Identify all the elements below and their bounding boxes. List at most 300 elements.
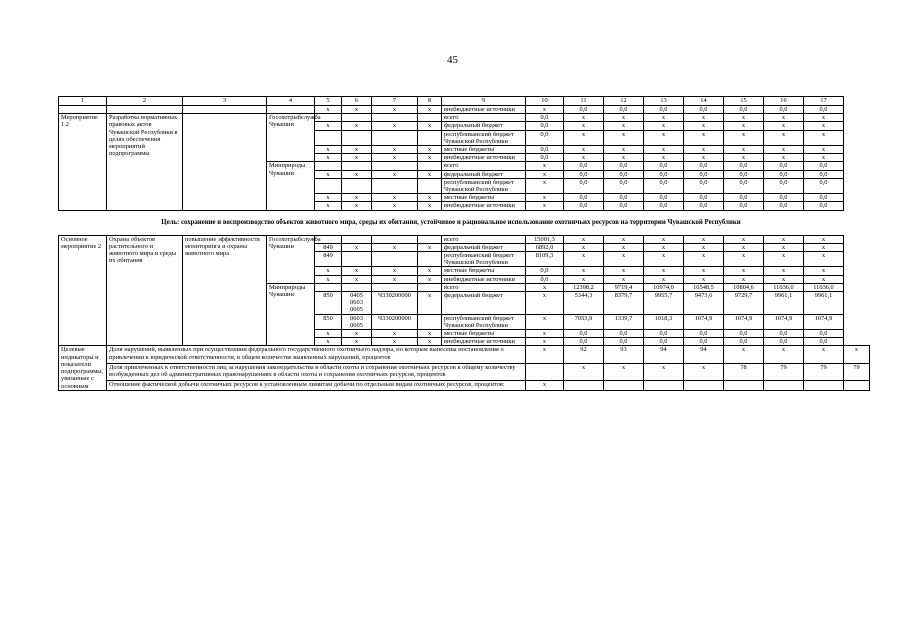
funding-source: всего	[442, 235, 526, 243]
goal-text: Цель: сохранение и воспроизводство объектов животного мира, среды их обитания, устойчивое и рациональное использование охотничьих ресурсов на территории Чувашской Республики	[59, 210, 844, 235]
value-cell: 0,0	[644, 162, 684, 170]
continuation-row	[59, 106, 870, 114]
code-cell: x	[315, 275, 342, 283]
value-cell: x	[804, 146, 844, 154]
value-cell: x	[764, 243, 804, 251]
code-cell: 849	[315, 252, 342, 267]
value-cell: 0,0	[724, 202, 764, 210]
value-cell: 0,0	[604, 202, 644, 210]
value-cell: 1339,7	[604, 314, 644, 329]
code-cell: x	[342, 267, 372, 275]
funding-source: республиканский бюджет Чувашской Республики	[442, 314, 526, 329]
value-cell: 0,0	[804, 106, 844, 114]
value-cell: x	[764, 346, 804, 363]
code-cell	[315, 130, 342, 145]
value-cell: x	[684, 235, 724, 243]
column-header: 14	[684, 97, 724, 106]
value-cell: x	[724, 235, 764, 243]
value-cell: x	[684, 114, 724, 122]
value-cell: 11036,0	[804, 283, 844, 291]
value-cell: x	[564, 275, 604, 283]
value-cell: x	[564, 154, 604, 162]
code-cell: x	[315, 106, 342, 114]
header-row	[59, 97, 870, 106]
value-cell: 0,0	[564, 330, 604, 338]
code-cell: x	[315, 194, 342, 202]
value-cell: 0,0	[724, 178, 764, 193]
code-cell	[372, 235, 418, 243]
value-cell: x	[526, 283, 564, 291]
value-cell: x	[804, 346, 844, 363]
value-cell: 0,0	[804, 170, 844, 178]
value-cell: x	[526, 381, 564, 390]
value-cell: 0,0	[724, 162, 764, 170]
value-cell: 10548,5	[684, 283, 724, 291]
value-cell: x	[564, 122, 604, 130]
value-cell: 78	[724, 363, 764, 380]
funding-source: всего	[442, 162, 526, 170]
value-cell: x	[526, 178, 564, 193]
value-cell: x	[804, 275, 844, 283]
code-cell: x	[315, 170, 342, 178]
activity-title: Охрана объектов растительного и животного мира и среды их обитания	[107, 235, 183, 346]
value-cell: x	[564, 252, 604, 267]
value-cell: x	[804, 267, 844, 275]
code-cell: x	[372, 267, 418, 275]
value-cell: x	[684, 154, 724, 162]
value-cell: x	[724, 122, 764, 130]
code-cell: x	[418, 194, 442, 202]
value-cell: x	[526, 292, 564, 315]
code-cell: x	[418, 154, 442, 162]
funding-source: внебюджетные источники	[442, 154, 526, 162]
value-cell: x	[526, 202, 564, 210]
value-cell: 1074,9	[764, 314, 804, 329]
code-cell: x	[315, 267, 342, 275]
code-cell: x	[418, 170, 442, 178]
value-cell	[644, 381, 684, 390]
value-cell: 0,0	[644, 338, 684, 346]
value-cell: x	[764, 275, 804, 283]
value-cell: 0,0	[684, 194, 724, 202]
column-header: 7	[372, 97, 418, 106]
code-cell: x	[315, 202, 342, 210]
column-header: 13	[644, 97, 684, 106]
code-cell: x	[342, 338, 372, 346]
value-cell: x	[804, 130, 844, 145]
value-cell: 0,0	[644, 194, 684, 202]
code-cell	[418, 252, 442, 267]
funding-source: всего	[442, 114, 526, 122]
column-header: 15	[724, 97, 764, 106]
code-cell	[418, 283, 442, 291]
executor: Госохотрыбслужба Чувашии	[267, 235, 315, 283]
value-cell: 0,0	[684, 338, 724, 346]
value-cell: 0,0	[724, 170, 764, 178]
value-cell: 0,0	[684, 106, 724, 114]
value-cell: 0,0	[644, 106, 684, 114]
code-cell: x	[372, 243, 418, 251]
value-cell: 0,0	[604, 162, 644, 170]
column-header: 17	[804, 97, 844, 106]
value-cell: 6892,0	[526, 243, 564, 251]
funding-source: внебюджетные источники	[442, 275, 526, 283]
value-cell	[804, 381, 844, 390]
value-cell: x	[644, 130, 684, 145]
value-cell: x	[724, 275, 764, 283]
value-cell: 0,0	[764, 330, 804, 338]
value-cell	[764, 381, 804, 390]
activity-name: Мероприятие 1.2	[59, 114, 107, 210]
code-cell: x	[372, 170, 418, 178]
value-cell: x	[604, 243, 644, 251]
value-cell: x	[564, 363, 604, 380]
code-cell: x	[315, 154, 342, 162]
value-cell: x	[526, 162, 564, 170]
value-cell: 0,0	[564, 202, 604, 210]
code-cell	[418, 314, 442, 329]
code-cell: x	[342, 154, 372, 162]
value-cell: 94	[684, 346, 724, 363]
code-cell: x	[418, 267, 442, 275]
code-cell	[342, 114, 372, 122]
value-cell: 0,0	[604, 170, 644, 178]
value-cell: x	[724, 346, 764, 363]
value-cell: x	[684, 252, 724, 267]
value-cell: x	[604, 275, 644, 283]
funding-source: федеральный бюджет	[442, 243, 526, 251]
activity-indicator	[183, 114, 267, 210]
value-cell: 9473,6	[684, 292, 724, 315]
value-cell: 0,0	[564, 194, 604, 202]
funding-source: местные бюджеты	[442, 267, 526, 275]
column-header: 16	[764, 97, 804, 106]
value-cell: 1018,3	[644, 314, 684, 329]
code-cell	[315, 162, 342, 170]
value-cell: 0,0	[644, 170, 684, 178]
value-cell: 0,0	[764, 178, 804, 193]
value-cell: 0,0	[764, 338, 804, 346]
value-cell: 0,0	[526, 146, 564, 154]
column-header: 6	[342, 97, 372, 106]
value-cell: 8379,7	[604, 292, 644, 315]
code-cell	[372, 130, 418, 145]
value-cell: 93	[604, 346, 644, 363]
value-cell	[684, 381, 724, 390]
code-cell: x	[418, 292, 442, 315]
funding-source: всего	[442, 283, 526, 291]
value-cell: x	[724, 252, 764, 267]
code-cell	[418, 114, 442, 122]
value-cell: x	[526, 106, 564, 114]
code-cell: x	[342, 275, 372, 283]
value-cell: 10804,6	[724, 283, 764, 291]
value-cell: x	[724, 243, 764, 251]
column-header: 12	[604, 97, 644, 106]
value-cell: x	[804, 154, 844, 162]
value-cell: x	[764, 235, 804, 243]
value-cell	[604, 381, 644, 390]
value-cell: 1074,9	[804, 314, 844, 329]
code-cell: x	[418, 122, 442, 130]
value-cell: x	[526, 346, 564, 363]
value-cell: x	[564, 114, 604, 122]
code-cell	[342, 178, 372, 193]
budget-row	[59, 235, 870, 243]
value-cell: x	[644, 154, 684, 162]
value-cell: x	[564, 130, 604, 145]
budget-table	[58, 96, 870, 391]
value-cell: 0,0	[724, 330, 764, 338]
funding-source: федеральный бюджет	[442, 170, 526, 178]
value-cell: 0,0	[604, 330, 644, 338]
value-cell: 0,0	[644, 178, 684, 193]
code-cell	[342, 130, 372, 145]
value-cell: x	[604, 130, 644, 145]
activity-title: Разработка нормативных правовых актов Чувашской Республики в целях обеспечения мероприятий подпрограммы	[107, 114, 183, 210]
value-cell: 0,0	[564, 170, 604, 178]
target-text: Доля привлеченных к ответственности лиц за нарушения законодательства в области охоты и сохранения охотничьих ресурсов к общему количеству возбужденных дел об административных правонарушениях в области охоты и сохранения охотничьих ресурсов, процентов	[107, 363, 526, 380]
value-cell: 0,0	[644, 330, 684, 338]
code-cell: 0405 0603 0605	[342, 292, 372, 315]
code-cell: x	[315, 122, 342, 130]
funding-source: республиканский бюджет Чувашской Республики	[442, 252, 526, 267]
value-cell: x	[844, 346, 870, 363]
value-cell: 1074,9	[724, 314, 764, 329]
funding-source: внебюджетные источники	[442, 106, 526, 114]
funding-source: внебюджетные источники	[442, 338, 526, 346]
value-cell: 79	[844, 363, 870, 380]
table-cell	[59, 106, 107, 114]
value-cell: 0,0	[604, 106, 644, 114]
value-cell: x	[564, 267, 604, 275]
code-cell	[315, 178, 342, 193]
value-cell: 0,0	[526, 275, 564, 283]
value-cell: x	[724, 154, 764, 162]
code-cell: x	[315, 338, 342, 346]
code-cell: x	[418, 338, 442, 346]
value-cell: x	[564, 235, 604, 243]
value-cell: 0,0	[804, 202, 844, 210]
code-cell: x	[372, 338, 418, 346]
value-cell: 0,0	[724, 194, 764, 202]
code-cell: 850	[315, 292, 342, 315]
funding-source: республиканский бюджет Чувашской Республики	[442, 130, 526, 145]
column-header: 11	[564, 97, 604, 106]
value-cell: x	[684, 275, 724, 283]
value-cell: x	[644, 114, 684, 122]
activity-indicator: повышение эффективности мониторинга и охраны животного мира	[183, 235, 267, 346]
value-cell: x	[804, 243, 844, 251]
value-cell: x	[526, 194, 564, 202]
value-cell: x	[804, 235, 844, 243]
code-cell: x	[372, 122, 418, 130]
value-cell: 0,0	[604, 194, 644, 202]
value-cell: x	[804, 114, 844, 122]
value-cell	[564, 381, 604, 390]
column-header: 9	[442, 97, 526, 106]
code-cell: x	[372, 106, 418, 114]
value-cell: 0,0	[526, 122, 564, 130]
table-cell	[107, 106, 183, 114]
value-cell: 0,0	[764, 106, 804, 114]
activity-name: Основное мероприятие 2	[59, 235, 107, 346]
value-cell: x	[684, 243, 724, 251]
value-cell: 0,0	[804, 178, 844, 193]
code-cell: x	[372, 275, 418, 283]
value-cell: x	[804, 122, 844, 130]
value-cell: x	[604, 122, 644, 130]
value-cell: 0,0	[564, 106, 604, 114]
value-cell: x	[644, 252, 684, 267]
code-cell: x	[342, 170, 372, 178]
code-cell	[372, 114, 418, 122]
value-cell: 0,0	[604, 178, 644, 193]
value-cell: 0,0	[684, 170, 724, 178]
value-cell: x	[684, 267, 724, 275]
value-cell	[724, 381, 764, 390]
value-cell: x	[724, 267, 764, 275]
code-cell	[372, 283, 418, 291]
column-header: 4	[267, 97, 315, 106]
value-cell: 9719,4	[604, 283, 644, 291]
value-cell: x	[526, 330, 564, 338]
value-cell: x	[604, 114, 644, 122]
code-cell: x	[342, 146, 372, 154]
value-cell: 0,0	[804, 194, 844, 202]
executor: Минприроды Чувашии	[267, 162, 315, 210]
target-row	[59, 363, 870, 380]
value-cell: x	[724, 114, 764, 122]
value-cell: x	[604, 154, 644, 162]
value-cell: 8109,3	[526, 252, 564, 267]
value-cell: x	[644, 267, 684, 275]
value-cell: x	[684, 146, 724, 154]
value-cell: 9729,7	[724, 292, 764, 315]
value-cell: x	[764, 114, 804, 122]
value-cell: x	[724, 130, 764, 145]
code-cell	[342, 235, 372, 243]
value-cell: 0,0	[764, 170, 804, 178]
value-cell: x	[526, 170, 564, 178]
code-cell: x	[315, 330, 342, 338]
code-cell: x	[315, 146, 342, 154]
code-cell	[418, 235, 442, 243]
value-cell: x	[526, 314, 564, 329]
code-cell	[372, 252, 418, 267]
code-cell	[342, 162, 372, 170]
value-cell: 0,0	[804, 330, 844, 338]
column-header: 5	[315, 97, 342, 106]
code-cell: x	[372, 154, 418, 162]
code-cell: x	[342, 122, 372, 130]
code-cell	[342, 252, 372, 267]
value-cell: x	[644, 363, 684, 380]
value-cell: x	[764, 130, 804, 145]
value-cell: 79	[764, 363, 804, 380]
target-text: Доля нарушений, выявленных при осуществлении федерального государственного охотничьего надзора, по которым вынесены постановления о привлечении к юридической ответственности, в общем количестве выявленных нарушений, процентов	[107, 346, 526, 363]
value-cell	[844, 381, 870, 390]
value-cell: 10974,0	[644, 283, 684, 291]
value-cell: 92	[564, 346, 604, 363]
table-cell	[183, 106, 267, 114]
value-cell: x	[644, 243, 684, 251]
column-header: 1	[59, 97, 107, 106]
value-cell: 0,0	[684, 330, 724, 338]
value-cell: 12398,2	[564, 283, 604, 291]
value-cell: 11036,0	[764, 283, 804, 291]
value-cell: 0,0	[644, 202, 684, 210]
value-cell: 7053,9	[564, 314, 604, 329]
code-cell: x	[372, 330, 418, 338]
value-cell: x	[604, 363, 644, 380]
value-cell: 0,0	[724, 338, 764, 346]
code-cell: 849	[315, 243, 342, 251]
code-cell: x	[372, 146, 418, 154]
value-cell: x	[764, 122, 804, 130]
code-cell	[418, 178, 442, 193]
value-cell: 9961,1	[764, 292, 804, 315]
column-header: 8	[418, 97, 442, 106]
value-cell: 0,0	[564, 338, 604, 346]
value-cell: x	[764, 154, 804, 162]
target-text: Отношение фактической добычи охотничьих ресурсов к установленным лимитам добычи по отдельным видам охотничьих ресурсов, процентов:	[107, 381, 526, 390]
executor: Минприроды Чувашии	[267, 283, 315, 346]
value-cell: x	[644, 122, 684, 130]
code-cell: x	[418, 202, 442, 210]
value-cell: 0,0	[604, 338, 644, 346]
code-cell: Ч330200000	[372, 314, 418, 329]
value-cell: 0,0	[764, 202, 804, 210]
funding-source: местные бюджеты	[442, 194, 526, 202]
value-cell: 0,0	[684, 178, 724, 193]
code-cell	[418, 162, 442, 170]
page-number: 45	[447, 54, 458, 66]
value-cell: 0,0	[684, 162, 724, 170]
target-row	[59, 381, 870, 390]
value-cell: 0,0	[804, 162, 844, 170]
code-cell: x	[418, 146, 442, 154]
code-cell: 0603 0605	[342, 314, 372, 329]
code-cell: x	[342, 194, 372, 202]
code-cell: Ч330200000	[372, 292, 418, 315]
value-cell: x	[644, 275, 684, 283]
value-cell: x	[684, 130, 724, 145]
column-header: 10	[526, 97, 564, 106]
code-cell: x	[372, 202, 418, 210]
goal-row	[59, 210, 870, 235]
column-header: 2	[107, 97, 183, 106]
value-cell	[526, 363, 564, 380]
table-cell	[267, 106, 315, 114]
code-cell: x	[418, 106, 442, 114]
value-cell: 5344,3	[564, 292, 604, 315]
target-row	[59, 346, 870, 363]
value-cell: x	[564, 243, 604, 251]
column-header: 3	[183, 97, 267, 106]
code-cell	[372, 178, 418, 193]
value-cell: x	[764, 146, 804, 154]
value-cell: x	[684, 363, 724, 380]
value-cell: 0,0	[564, 178, 604, 193]
value-cell: x	[564, 146, 604, 154]
value-cell: 0,0	[526, 114, 564, 122]
value-cell: x	[684, 122, 724, 130]
code-cell: x	[418, 243, 442, 251]
value-cell: x	[804, 252, 844, 267]
funding-source: федеральный бюджет	[442, 122, 526, 130]
value-cell: 0,0	[804, 338, 844, 346]
